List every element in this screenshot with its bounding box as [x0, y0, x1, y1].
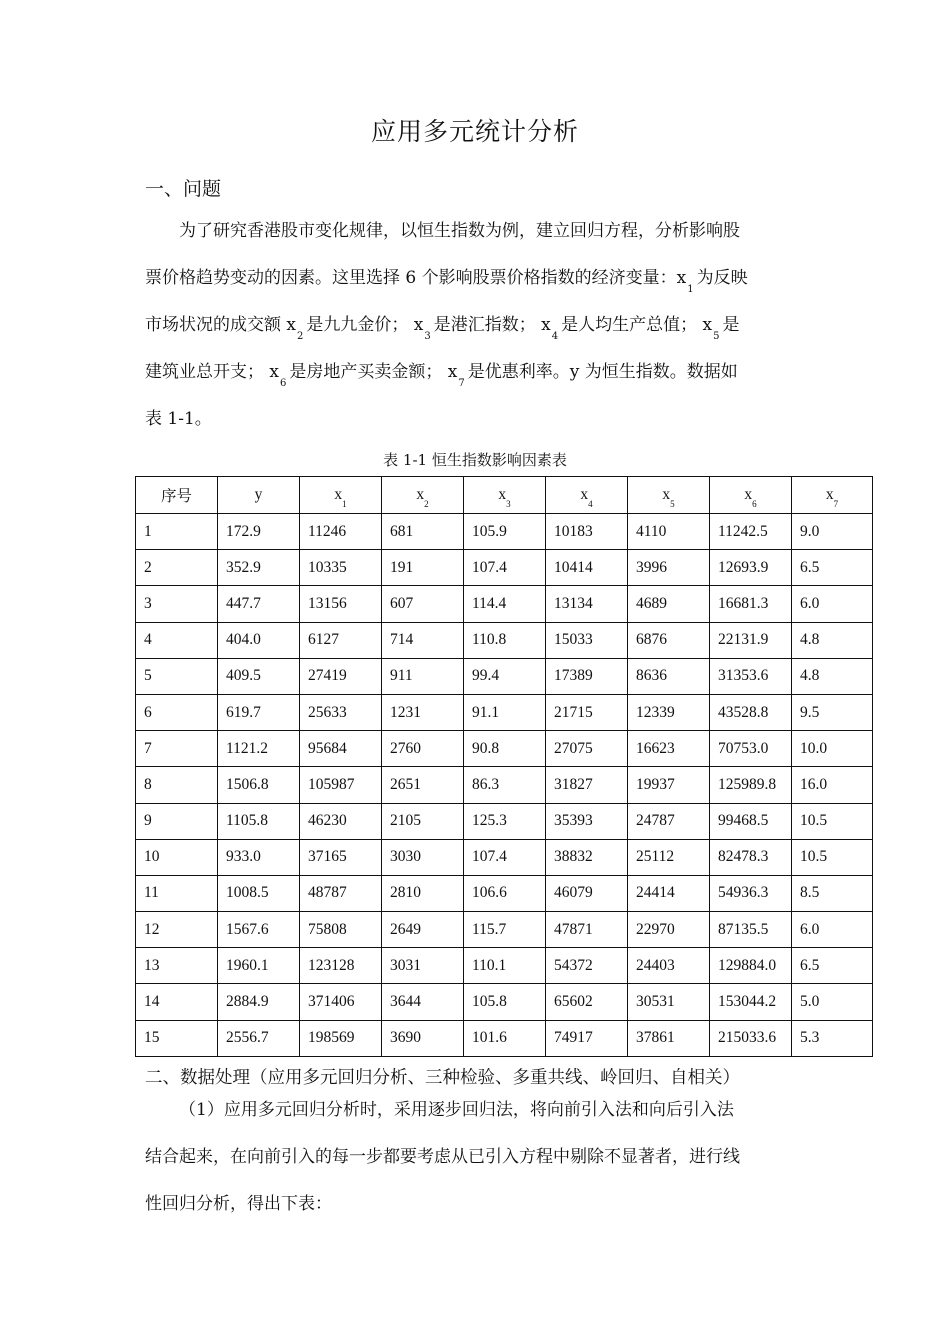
text-span: 市场状况的成交额 x	[145, 315, 296, 335]
table-row	[136, 912, 873, 948]
table-cell: 1008.5	[218, 875, 300, 911]
table-cell: 27075	[546, 731, 628, 767]
page-title: 应用多元统计分析	[370, 117, 579, 146]
table-cell: 107.4	[464, 839, 546, 875]
table-cell: 2760	[382, 731, 464, 767]
table-cell: 1567.6	[218, 912, 300, 948]
column-header-subscript: 5	[670, 499, 675, 509]
table-cell: 22131.9	[710, 622, 792, 658]
table-cell: 12	[136, 912, 218, 948]
method-line-2: 结合起来，在向前引入的每一步都要考虑从已引入方程中剔除不显著者，进行线	[145, 1147, 740, 1167]
table-row	[136, 803, 873, 839]
table-cell: 16.0	[792, 767, 873, 803]
table-cell: 22970	[628, 912, 710, 948]
column-header-label: x	[498, 486, 507, 503]
column-header-subscript: 6	[752, 499, 757, 509]
intro-line-5: 表 1-1。	[145, 409, 212, 429]
table-cell: 3690	[382, 1020, 464, 1056]
text-span: 是九九金价； x	[306, 315, 424, 335]
table-cell: 933.0	[218, 839, 300, 875]
column-header	[464, 477, 546, 514]
table-cell: 6876	[628, 622, 710, 658]
column-header	[136, 477, 218, 514]
table-cell: 13134	[546, 586, 628, 622]
table-cell: 129884.0	[710, 948, 792, 984]
section-heading-problem: 一、问题	[145, 178, 222, 200]
table-cell: 24787	[628, 803, 710, 839]
table-cell: 74917	[546, 1020, 628, 1056]
table-cell: 9.0	[792, 514, 873, 550]
table-row	[136, 658, 873, 694]
table-cell: 8636	[628, 658, 710, 694]
table-cell: 95684	[300, 731, 382, 767]
text-span: 建筑业总开支； x	[145, 362, 279, 382]
table-cell: 1960.1	[218, 948, 300, 984]
table-cell: 105987	[300, 767, 382, 803]
table-cell: 607	[382, 586, 464, 622]
text-span: 是房地产买卖金额； x	[289, 362, 458, 382]
table-cell: 447.7	[218, 586, 300, 622]
table-cell: 14	[136, 984, 218, 1020]
table-cell: 1231	[382, 694, 464, 730]
table-cell: 6	[136, 694, 218, 730]
table-cell: 172.9	[218, 514, 300, 550]
table-cell: 13156	[300, 586, 382, 622]
subscript: 4	[551, 331, 559, 342]
table-cell: 191	[382, 550, 464, 586]
table-cell: 2105	[382, 803, 464, 839]
text-span: 票价格趋势变动的因素。这里选择 6 个影响股票价格指数的经济变量：x	[145, 268, 687, 288]
table-cell: 91.1	[464, 694, 546, 730]
table-cell: 4689	[628, 586, 710, 622]
column-header-label: x	[334, 486, 343, 503]
table-cell: 4.8	[792, 658, 873, 694]
table-cell: 101.6	[464, 1020, 546, 1056]
table-cell: 2651	[382, 767, 464, 803]
table-cell: 6127	[300, 622, 382, 658]
table-row	[136, 839, 873, 875]
column-header-subscript: 7	[833, 499, 839, 509]
table-cell: 82478.3	[710, 839, 792, 875]
table-cell: 12339	[628, 694, 710, 730]
table-cell: 10.5	[792, 803, 873, 839]
table-cell: 3644	[382, 984, 464, 1020]
subscript: 1	[687, 284, 694, 295]
table-row	[136, 984, 873, 1020]
method-line-3: 性回归分析，得出下表：	[145, 1194, 332, 1214]
table-cell: 47871	[546, 912, 628, 948]
table-cell: 198569	[300, 1020, 382, 1056]
table-cell: 2810	[382, 875, 464, 911]
table-cell: 17389	[546, 658, 628, 694]
subscript: 6	[280, 378, 287, 389]
column-header-subscript: 1	[342, 499, 347, 509]
table-cell: 86.3	[464, 767, 546, 803]
column-header	[382, 477, 464, 514]
column-header	[300, 477, 382, 514]
column-header	[546, 477, 628, 514]
table-cell: 1506.8	[218, 767, 300, 803]
text-span: 为反映	[696, 268, 748, 288]
table-cell: 105.8	[464, 984, 546, 1020]
table-cell: 681	[382, 514, 464, 550]
table-cell: 2884.9	[218, 984, 300, 1020]
text-span: 是人均生产总值； x	[561, 315, 713, 335]
table-cell: 409.5	[218, 658, 300, 694]
table-cell: 25112	[628, 839, 710, 875]
table-cell: 75808	[300, 912, 382, 948]
table-cell: 714	[382, 622, 464, 658]
column-header-label: x	[662, 486, 671, 503]
table-cell: 371406	[300, 984, 382, 1020]
table-cell: 8.5	[792, 875, 873, 911]
subscript: 3	[424, 331, 431, 342]
table-cell: 114.4	[464, 586, 546, 622]
table-cell: 31353.6	[710, 658, 792, 694]
table-cell: 911	[382, 658, 464, 694]
table-cell: 619.7	[218, 694, 300, 730]
column-header-subscript: 3	[506, 499, 511, 509]
table-cell: 38832	[546, 839, 628, 875]
column-header	[710, 477, 792, 514]
subscript: 7	[458, 378, 465, 389]
column-header	[218, 477, 300, 514]
table-cell: 54372	[546, 948, 628, 984]
table-cell: 110.8	[464, 622, 546, 658]
table-cell: 15	[136, 1020, 218, 1056]
table-cell: 9	[136, 803, 218, 839]
table-row	[136, 731, 873, 767]
table-cell: 7	[136, 731, 218, 767]
table-cell: 8	[136, 767, 218, 803]
table-cell: 48787	[300, 875, 382, 911]
table-cell: 27419	[300, 658, 382, 694]
table-cell: 3030	[382, 839, 464, 875]
table-cell: 10335	[300, 550, 382, 586]
table-cell: 352.9	[218, 550, 300, 586]
table-cell: 10.5	[792, 839, 873, 875]
table-header-row	[136, 477, 873, 514]
column-header-label: y	[254, 486, 263, 503]
method-paragraph	[145, 1087, 815, 1228]
table-cell: 215033.6	[710, 1020, 792, 1056]
table-cell: 24414	[628, 875, 710, 911]
column-header-label: x	[744, 486, 753, 503]
table-cell: 6.0	[792, 912, 873, 948]
table-cell: 15033	[546, 622, 628, 658]
column-header-label: 序号	[160, 488, 192, 505]
table-cell: 11246	[300, 514, 382, 550]
table-cell: 10.0	[792, 731, 873, 767]
table-row	[136, 948, 873, 984]
table-cell: 54936.3	[710, 875, 792, 911]
table-cell: 6.0	[792, 586, 873, 622]
section-heading-data-processing: 二、数据处理（应用多元回归分析、三种检验、多重共线、岭回归、自相关）	[145, 1068, 740, 1088]
table-cell: 65602	[546, 984, 628, 1020]
table-row	[136, 875, 873, 911]
table-cell: 153044.2	[710, 984, 792, 1020]
table-row	[136, 586, 873, 622]
table-cell: 2556.7	[218, 1020, 300, 1056]
column-header-subscript: 2	[424, 499, 429, 509]
table-cell: 46230	[300, 803, 382, 839]
table-cell: 46079	[546, 875, 628, 911]
table-row	[136, 550, 873, 586]
text-span: 是优惠利率。y 为恒生指数。数据如	[467, 362, 738, 382]
table-cell: 5.3	[792, 1020, 873, 1056]
table-cell: 37165	[300, 839, 382, 875]
table-cell: 6.5	[792, 948, 873, 984]
table-row	[136, 694, 873, 730]
table-body	[136, 514, 873, 1057]
table-cell: 107.4	[464, 550, 546, 586]
table-row	[136, 767, 873, 803]
table-cell: 19937	[628, 767, 710, 803]
table-cell: 404.0	[218, 622, 300, 658]
table-cell: 5	[136, 658, 218, 694]
method-line-1: （1）应用多元回归分析时，采用逐步回归法，将向前引入法和向后引入法	[179, 1100, 734, 1120]
table-cell: 4	[136, 622, 218, 658]
table-row	[136, 1020, 873, 1056]
table-row	[136, 514, 873, 550]
table-cell: 99468.5	[710, 803, 792, 839]
table-cell: 10414	[546, 550, 628, 586]
table-cell: 110.1	[464, 948, 546, 984]
column-header-subscript: 4	[588, 499, 593, 509]
table-cell: 10	[136, 839, 218, 875]
text-span: 是	[722, 315, 740, 335]
table-cell: 106.6	[464, 875, 546, 911]
table-cell: 16623	[628, 731, 710, 767]
column-header-label: x	[580, 486, 589, 503]
table-cell: 3	[136, 586, 218, 622]
column-header-label: x	[416, 486, 425, 503]
table-cell: 10183	[546, 514, 628, 550]
table-cell: 2	[136, 550, 218, 586]
table-cell: 9.5	[792, 694, 873, 730]
table-cell: 1121.2	[218, 731, 300, 767]
table-cell: 31827	[546, 767, 628, 803]
table-cell: 16681.3	[710, 586, 792, 622]
text-span: 是港汇指数； x	[433, 315, 551, 335]
table-cell: 1105.8	[218, 803, 300, 839]
table-cell: 11	[136, 875, 218, 911]
column-header	[792, 477, 873, 514]
table-cell: 24403	[628, 948, 710, 984]
table-cell: 13	[136, 948, 218, 984]
table-cell: 43528.8	[710, 694, 792, 730]
intro-line-4	[145, 349, 815, 396]
table-cell: 5.0	[792, 984, 873, 1020]
intro-line-2	[145, 255, 815, 302]
table-cell: 4.8	[792, 622, 873, 658]
table-cell: 105.9	[464, 514, 546, 550]
table-cell: 115.7	[464, 912, 546, 948]
column-header-label: x	[825, 486, 834, 503]
table-cell: 3031	[382, 948, 464, 984]
table-cell: 21715	[546, 694, 628, 730]
subscript: 5	[713, 331, 720, 342]
column-header	[628, 477, 710, 514]
table-cell: 87135.5	[710, 912, 792, 948]
table-cell: 3996	[628, 550, 710, 586]
table-cell: 30531	[628, 984, 710, 1020]
table-cell: 35393	[546, 803, 628, 839]
subscript: 2	[297, 331, 304, 342]
table-cell: 70753.0	[710, 731, 792, 767]
data-table	[135, 476, 873, 1057]
table-caption: 表 1-1 恒生指数影响因素表	[383, 451, 567, 469]
table-cell: 4110	[628, 514, 710, 550]
table-row	[136, 622, 873, 658]
intro-paragraph	[145, 208, 815, 443]
table-cell: 12693.9	[710, 550, 792, 586]
table-cell: 1	[136, 514, 218, 550]
table-cell: 123128	[300, 948, 382, 984]
table-cell: 125.3	[464, 803, 546, 839]
intro-line-3	[145, 302, 815, 349]
table-cell: 6.5	[792, 550, 873, 586]
table-cell: 90.8	[464, 731, 546, 767]
intro-line-1: 为了研究香港股市变化规律，以恒生指数为例，建立回归方程，分析影响股	[179, 221, 740, 241]
table-cell: 37861	[628, 1020, 710, 1056]
table-cell: 99.4	[464, 658, 546, 694]
table-cell: 2649	[382, 912, 464, 948]
table-cell: 25633	[300, 694, 382, 730]
table-cell: 11242.5	[710, 514, 792, 550]
table-cell: 125989.8	[710, 767, 792, 803]
